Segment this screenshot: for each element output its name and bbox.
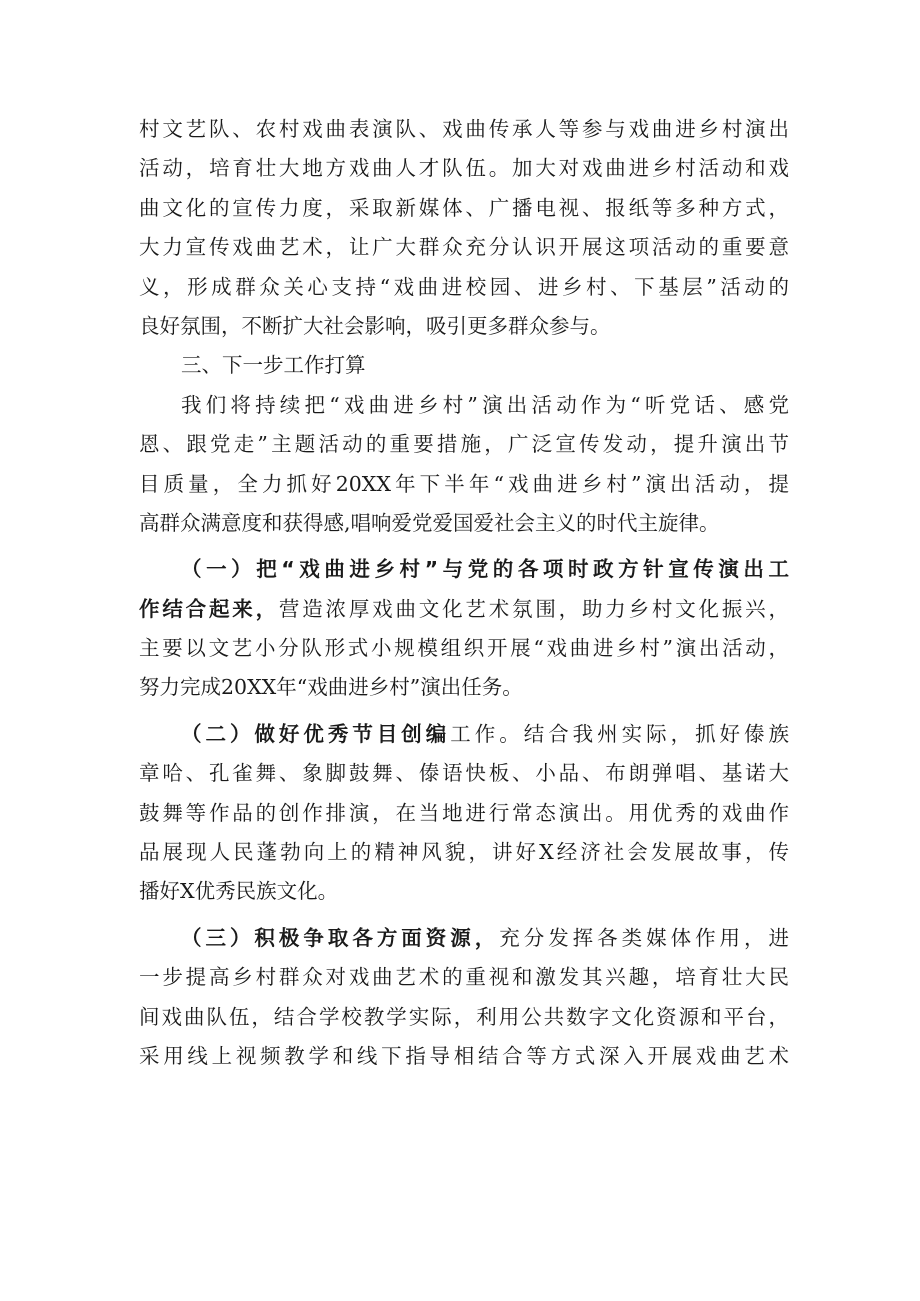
document-page: [139, 110, 789, 1076]
text-line: 努力完成20XX年“戏曲进乡村”演出任务。: [139, 675, 523, 700]
item-heading: （三）积极争取各方面资源，: [181, 925, 500, 950]
list-item-3: [139, 919, 789, 1077]
item-text: 充分发挥各类媒体作用，进: [499, 925, 790, 950]
paragraph-continuation: [139, 110, 789, 346]
text-line: 大力宣传戏曲艺术，让广大群众充分认识开展这项活动的重要意: [139, 235, 789, 260]
item-heading: （一）把“戏曲进乡村”与党的各项时政方针宣传演出工: [181, 557, 789, 582]
text-line: [139, 919, 789, 958]
text-line: 主要以文艺小分队形式小规模组织开展“戏曲进乡村”演出活动，: [139, 636, 789, 661]
item-text: 营造浓厚戏曲文化艺术氛围，助力乡村文化振兴，: [278, 596, 790, 621]
text-line: 良好氛围，不断扩大社会影响，吸引更多群众参与。: [139, 313, 611, 338]
text-line: 品展现人民蓬勃向上的精神风貌，讲好X经济社会发展故事，传: [139, 840, 789, 865]
text-line: 曲文化的宣传力度，采取新媒体、广播电视、报纸等多种方式，: [139, 195, 789, 220]
text-line: [139, 715, 789, 754]
text-line: 间戏曲队伍，结合学校教学实际，利用公共数字文化资源和平台，: [139, 1004, 789, 1029]
item-text: 工作。结合我州实际，抓好傣族: [450, 721, 790, 746]
text-line: 我们将持续把“戏曲进乡村”演出活动作为“听党话、感党: [181, 392, 789, 417]
list-item-2: [139, 715, 789, 912]
section-heading-text: 三、下一步工作打算: [181, 353, 366, 378]
text-line: 恩、跟党走”主题活动的重要措施，广泛宣传发动，提升演出节: [139, 432, 789, 457]
item-heading: （二）做好优秀节目创编: [181, 721, 451, 746]
text-line: 活动，培育壮大地方戏曲人才队伍。加大对戏曲进乡村活动和戏: [139, 156, 789, 181]
text-line: 章哈、孔雀舞、象脚鼓舞、傣语快板、小品、布朗弹唱、基诺大: [139, 761, 789, 786]
paragraph-plan: [139, 386, 789, 544]
text-line: 义，形成群众关心支持“戏曲进校园、进乡村、下基层”活动的: [139, 274, 789, 299]
text-line: 采用线上视频教学和线下指导相结合等方式深入开展戏曲艺术: [139, 1043, 789, 1068]
list-item-1: [139, 550, 789, 708]
section-heading: [139, 346, 789, 385]
item-heading: 作结合起来，: [139, 596, 279, 621]
text-line: 目质量，全力抓好20XX年下半年“戏曲进乡村”演出活动，提: [139, 471, 789, 496]
text-line: 播好X优秀民族文化。: [139, 879, 339, 904]
text-line: 一步提高乡村群众对戏曲艺术的重视和激发其兴趣，培育壮大民: [139, 965, 789, 990]
text-line: 高群众满意度和获得感,唱响爱党爱国爱社会主义的时代主旋律。: [139, 510, 720, 535]
text-line: 村文艺队、农村戏曲表演队、戏曲传承人等参与戏曲进乡村演出: [139, 117, 789, 141]
text-line: [139, 590, 789, 629]
text-line: 鼓舞等作品的创作排演，在当地进行常态演出。用优秀的戏曲作: [139, 800, 789, 825]
